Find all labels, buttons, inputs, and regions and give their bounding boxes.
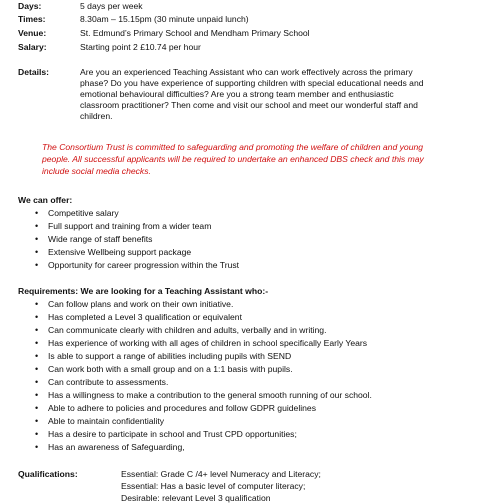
bullet-icon: •	[35, 338, 39, 348]
offer-title: We can offer:	[18, 195, 73, 205]
details-label: Details:	[18, 67, 50, 77]
bullet-icon: •	[35, 390, 39, 400]
bullet-icon: •	[35, 247, 39, 257]
salary-value: Starting point 2 £10.74 per hour	[80, 42, 201, 52]
safeguarding-statement	[42, 141, 482, 177]
qualification-item: Essential: Has a basic level of computer literacy;	[121, 481, 306, 491]
job-advert-page: Days: 5 days per week Times: 8.30am – 15.15pm (30 minute unpaid lunch) Venue: St. Edmund’s Primary School and Mendham Primary School Salary: Starting point 2 £10.74 per hour Details: Are you an experienced Teaching Assistant who can work effectively across the primary phase? Do you have experience of supporting children with special educational needs and emotional behavioural difficulties? Are you a strong team member and enthusiastic classroom practitioner? Then come and visit our school and meet our wonderful staff and children. The Consortium Trust is committed to safeguarding and promoting the welfare of children and young people. All successful applicants will be required to undertake an enhanced DBS check and this may include social media checks. We can offer: • Competitive salary • Full support and training from a wider team • Wide range of staff benefits • Extensive Wellbeing support package • Opportunity for career progression within the Trust Requirements: We are looking for a Teaching Assistant who:- • Can follow plans and work on their own initiative. • Has completed a Level 3 qualification or equivalent • Can communicate clearly with children and adults, verbally and in writing. • Has experience of working with all ages of children in school specifically Early Years • Is able to support a range of abilities including pupils with SEND • Can work both with a small group and on a 1:1 basis with pupils. • Can contribute to assessments. • Has a willingness to make a contribution to the general smooth running of our school. • Able to adhere to policies and procedures and follow GDPR guidelines • Able to maintain confidentiality • Has a desire to participate in school and Trust CPD opportunities; • Has an awareness of Safeguarding, Qualifications: Essential: Grade C /4+ level Numeracy and Literacy; Essential: Has a basic level of computer literacy; Desirable: relevant Level 3 qualification	[0, 0, 500, 500]
safeguarding-line: include social media checks.	[42, 166, 151, 176]
qualifications-label: Qualifications:	[18, 469, 78, 479]
bullet-icon: •	[35, 312, 39, 322]
bullet-icon: •	[35, 364, 39, 374]
details-line: emotional behavioural difficulties? Are you a strong team member and enthusiastic	[80, 89, 394, 99]
bullet-icon: •	[35, 351, 39, 361]
details-line: phase? Do you have experience of supporting children with special educational needs and	[80, 78, 424, 88]
bullet-icon: •	[35, 260, 39, 270]
bullet-icon: •	[35, 325, 39, 335]
bullet-icon: •	[35, 429, 39, 439]
salary-label: Salary:	[18, 42, 47, 52]
requirements-title: Requirements: We are looking for a Teaching Assistant who:-	[18, 286, 269, 296]
venue-value: St. Edmund’s Primary School and Mendham Primary School	[80, 28, 310, 38]
details-line: Are you an experienced Teaching Assistant who can work effectively across the primary	[80, 67, 413, 77]
days-label: Days:	[18, 1, 42, 11]
bullet-icon: •	[35, 299, 39, 309]
bullet-icon: •	[35, 416, 39, 426]
venue-label: Venue:	[18, 28, 47, 38]
bullet-icon: •	[35, 208, 39, 218]
bullet-icon: •	[35, 377, 39, 387]
safeguarding-line: people. All successful applicants will be required to undertake an enhanced DBS check and this may	[42, 154, 424, 164]
details-line: children.	[80, 111, 113, 121]
details-line: classroom practitioner? Then come and visit our school and meet our wonderful staff and	[80, 100, 418, 110]
times-label: Times:	[18, 14, 46, 24]
details-paragraph	[80, 67, 475, 122]
bullet-icon: •	[35, 442, 39, 452]
bullet-icon: •	[35, 403, 39, 413]
times-value: 8.30am – 15.15pm (30 minute unpaid lunch)	[80, 14, 249, 24]
bullet-icon: •	[35, 234, 39, 244]
bullet-icon: •	[35, 221, 39, 231]
qualification-item: Desirable: relevant Level 3 qualification	[121, 493, 271, 503]
days-value: 5 days per week	[80, 1, 143, 11]
safeguarding-line: The Consortium Trust is committed to safeguarding and promoting the welfare of children and young	[42, 142, 424, 152]
qualification-item: Essential: Grade C /4+ level Numeracy and Literacy;	[121, 469, 321, 479]
